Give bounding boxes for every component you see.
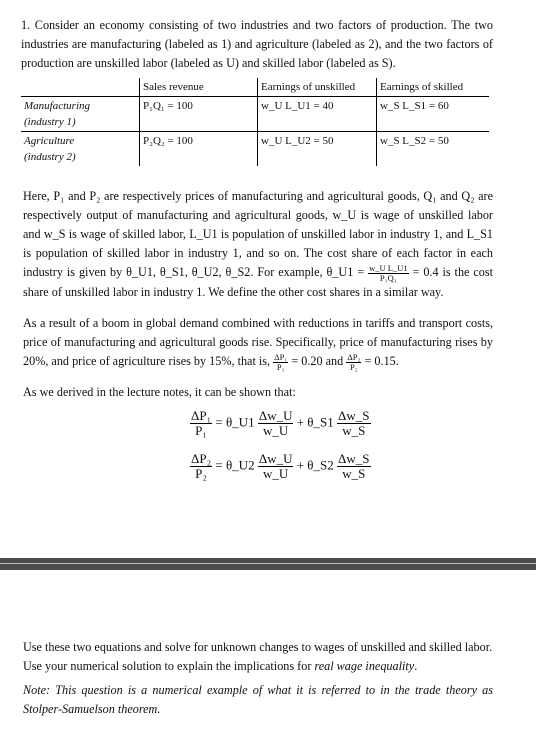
table-row <box>21 132 489 167</box>
note-paragraph <box>23 681 493 719</box>
table-cell-industry <box>21 97 140 132</box>
page-divider <box>0 558 536 570</box>
cost-share-fraction <box>368 264 408 283</box>
eq-ws-numerator: Δw_S <box>338 408 370 423</box>
fraction-denominator: P₂ <box>350 361 358 372</box>
question-intro <box>21 16 493 73</box>
price-change-fraction-1 <box>273 353 288 372</box>
task-emphasis: real wage inequality <box>314 659 415 673</box>
task-line-2-end: . <box>414 659 418 673</box>
eq-theta-s: + θ_S2 <box>296 457 334 473</box>
equation-2 <box>190 452 371 481</box>
task-line-1: Use these two equations and solve for unknown changes to wages of unskilled and skilled labor. <box>23 640 493 654</box>
task-line-2: Use your numerical solution to explain the implications for <box>23 659 312 673</box>
definitions-text-end: = 0.4 is the cost share of unskilled labor in industry 1. We define the other cost shares in a similar way. <box>23 265 494 299</box>
price-change-end: = 0.15. <box>364 354 399 368</box>
eq-ws-fraction <box>337 452 370 481</box>
fraction-numerator: w_U L_U1 <box>369 262 408 273</box>
note-text: Note: This question is a numerical example of what it is referred to in the trade theory as Stolper-Samuelson theorem. <box>23 683 493 716</box>
industry-sub: (industry 2) <box>24 151 76 163</box>
eq-wu-numerator: Δw_U <box>258 408 293 423</box>
table-header-unskilled: Earnings of unskilled <box>258 78 377 97</box>
industry-name: Agriculture <box>24 135 75 147</box>
eq-wu-denominator: w_U <box>263 466 289 481</box>
eq-theta-u: = θ_U2 <box>215 457 255 473</box>
table-cell-industry <box>21 132 140 167</box>
table-cell-skilled: w_S L_S2 = 50 <box>380 135 449 147</box>
task-paragraph <box>23 638 493 676</box>
eq-theta-u: = θ_U1 <box>215 414 255 430</box>
eq-ws-numerator: Δw_S <box>338 451 370 466</box>
eq-wu-fraction <box>258 452 294 481</box>
table-header-blank <box>21 78 140 97</box>
fraction-denominator: P₁ <box>276 361 285 372</box>
table-header-row <box>21 78 489 97</box>
eq-wu-fraction <box>258 409 294 438</box>
table-cell-unskilled: w_U L_U2 = 50 <box>258 132 377 167</box>
cost-table <box>21 78 489 166</box>
price-change-paragraph <box>23 314 493 372</box>
eq-lhs-numerator: ΔP₂ <box>191 451 212 466</box>
table-cell-sales: P₂Q₂ = 100 <box>140 132 258 167</box>
fraction-denominator: P₁Q₁ <box>379 272 397 283</box>
table-row <box>21 97 489 132</box>
eq-wu-numerator: Δw_U <box>258 451 293 466</box>
industry-sub: (industry 1) <box>24 116 76 128</box>
table-header-sales: Sales revenue <box>140 78 258 97</box>
fraction-numerator: ΔP₁ <box>274 351 288 362</box>
eq-lhs-fraction <box>190 409 212 438</box>
question-intro-text: 1. Consider an economy consisting of two industries and two factors of production. The two industries are manufacturing (labeled as 1) and agriculture (labeled as 2), and the two factors of production are unskilled labor (labeled as U) and skilled labor (labeled as S). <box>21 18 493 70</box>
eq-lhs-fraction <box>190 452 212 481</box>
industry-name: Manufacturing <box>24 100 90 112</box>
table-header-skilled: Earnings of skilled <box>377 78 490 97</box>
derivation-intro <box>23 383 493 402</box>
eq-lhs-numerator: ΔP₁ <box>191 408 212 423</box>
eq-lhs-denominator: P₁ <box>195 423 207 438</box>
equation-1 <box>190 409 371 438</box>
definitions-paragraph <box>23 187 493 302</box>
definitions-text: Here, P₁ and P₂ are respectively prices of manufacturing and agricultural goods, Q₁ and Q₂ are respectively output of manufacturing and agricultural goods, w_U is wage of unskilled labor and w_S is wage of skilled labor, L_U1 is population of unskilled labor in industry 1, and L_S1 is population of skilled labor in industry 1, and so on. The cost share of each factor in each industry is given by θ_U1, θ_S1, θ_U2, θ_S2. For example, θ_U1 = <box>23 189 493 279</box>
price-change-text: As a result of a boom in global demand combined with reductions in tariffs and transport costs, price of manufacturing and agricultural goods rise. Specifically, price of manufacturing rises by 20%, and price of agriculture rises by 15%, that is, <box>23 316 493 368</box>
price-change-fraction-2 <box>346 353 361 372</box>
eq-ws-fraction <box>337 409 370 438</box>
table-cell-sales: P₁Q₁ = 100 <box>140 97 258 132</box>
eq-lhs-denominator: P₂ <box>195 466 207 481</box>
eq-ws-denominator: w_S <box>342 466 366 481</box>
table-cell-skilled: w_S L_S1 = 60 <box>377 97 490 132</box>
price-change-mid: = 0.20 and <box>291 354 344 368</box>
eq-ws-denominator: w_S <box>342 423 366 438</box>
eq-theta-s: + θ_S1 <box>296 414 334 430</box>
derivation-text: As we derived in the lecture notes, it can be shown that: <box>23 385 296 399</box>
eq-wu-denominator: w_U <box>263 423 289 438</box>
fraction-numerator: ΔP₂ <box>347 351 361 362</box>
table-cell-unskilled: w_U L_U1 = 40 <box>258 97 377 132</box>
